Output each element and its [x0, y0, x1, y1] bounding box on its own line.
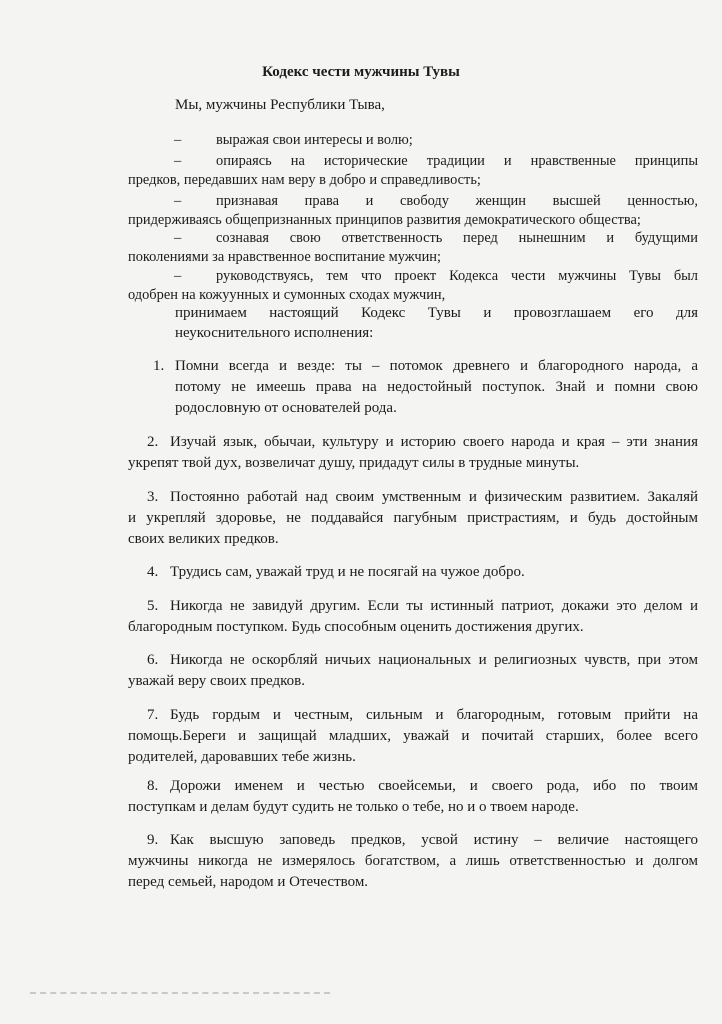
item-line: потому не имеешь права на недостойный поступок. Знай и помни свою	[175, 379, 698, 395]
item-number: 7.	[147, 707, 159, 723]
dash: –	[174, 193, 182, 209]
preamble-clause	[128, 152, 698, 190]
item-line: и укрепляй здоровье, не поддавайся пагубным пристрастиям, и будь достойным	[128, 510, 698, 526]
clause-line: сознавая свою ответственность перед нынешним и будущими	[216, 230, 698, 246]
item-number: 9.	[147, 832, 159, 848]
item-line: Дорожи именем и честью своейсемьи, и своего рода, ибо по твоим	[170, 778, 698, 794]
item-line: Постоянно работай над своим умственным и физическим развитием. Закаляй	[170, 489, 698, 505]
code-item	[128, 596, 698, 638]
item-line: поступкам и делам будут судить не только о тебе, но и о твоем народе.	[128, 799, 579, 815]
item-line: помощь.Береги и защищай младших, уважай и почитай старших, более всего	[128, 728, 698, 744]
clause-line: одобрен на кожуунных и сумонных сходах мужчин,	[128, 287, 446, 303]
preamble-clause	[128, 131, 698, 150]
item-number: 8.	[147, 778, 159, 794]
item-line: перед семьей, народом и Отечеством.	[128, 874, 369, 890]
item-line: благородным поступком. Будь способным оценить достижения других.	[128, 619, 584, 635]
proclamation-line: неукоснительного исполнения:	[175, 325, 374, 341]
item-line: Никогда не оскорбляй ничьих национальных и религиозных чувств, при этом	[170, 652, 698, 668]
code-item	[150, 356, 698, 419]
item-line: Как высшую заповедь предков, усвой истину – величие настоящего	[170, 832, 698, 848]
item-line: своих великих предков.	[128, 531, 279, 547]
dash: –	[174, 132, 182, 148]
preamble-clause	[128, 267, 698, 305]
item-number: 3.	[147, 489, 159, 505]
item-number: 4.	[147, 564, 159, 580]
item-line: Изучай язык, обычаи, культуру и историю своего народа и края – эти знания	[170, 434, 698, 450]
clause-line: опираясь на исторические традиции и нравственные принципы	[216, 153, 698, 169]
item-line: Никогда не завидуй другим. Если ты истинный патриот, докажи это делом и	[170, 598, 698, 614]
document-title: Кодекс чести мужчины Тувы	[262, 64, 460, 80]
clause-line: придерживаясь общепризнанных принципов развития демократического общества;	[128, 212, 641, 228]
intro-line: Мы, мужчины Республики Тыва,	[175, 97, 385, 113]
code-item	[128, 562, 698, 583]
clause-line: руководствуясь, тем что проект Кодекса чести мужчины Тувы был	[216, 268, 698, 284]
dash: –	[174, 230, 182, 246]
code-item	[128, 705, 698, 768]
preamble-clause	[128, 229, 698, 267]
item-line: укрепят твой дух, возвеличат душу, придадут силы в трудные минуты.	[128, 455, 580, 471]
clause-line: поколениями за нравственное воспитание мужчин;	[128, 249, 441, 265]
item-number: 5.	[147, 598, 159, 614]
item-line: Будь гордым и честным, сильным и благородным, готовым прийти на	[170, 707, 698, 723]
item-line: родословную от основателей рода.	[175, 400, 397, 416]
item-line: родителей, даровавших тебе жизнь.	[128, 749, 356, 765]
proclamation	[175, 303, 698, 343]
code-item	[128, 487, 698, 550]
clause-line: предков, передавших нам веру в добро и справедливость;	[128, 172, 481, 188]
item-number: 1.	[153, 358, 165, 374]
code-item	[128, 650, 698, 692]
item-line: мужчины никогда не измерялось богатством, а лишь ответственностью и долгом	[128, 853, 698, 869]
item-line: Помни всегда и везде: ты – потомок древнего и благородного народа, а	[175, 358, 698, 374]
scan-artifact-divider	[30, 992, 330, 996]
code-item	[128, 432, 698, 474]
clause-line: признавая права и свободу женщин высшей ценностью,	[216, 193, 698, 209]
dash: –	[174, 268, 182, 284]
preamble-clause	[128, 192, 698, 230]
clause-line: выражая свои интересы и волю;	[216, 132, 413, 148]
proclamation-line: принимаем настоящий Кодекс Тувы и провозглашаем его для	[175, 305, 698, 321]
item-number: 6.	[147, 652, 159, 668]
item-number: 2.	[147, 434, 159, 450]
item-line: уважай веру своих предков.	[128, 673, 305, 689]
code-item	[128, 830, 698, 893]
item-line: Трудись сам, уважай труд и не посягай на чужое добро.	[170, 564, 525, 580]
code-item	[128, 776, 698, 818]
dash: –	[174, 153, 182, 169]
